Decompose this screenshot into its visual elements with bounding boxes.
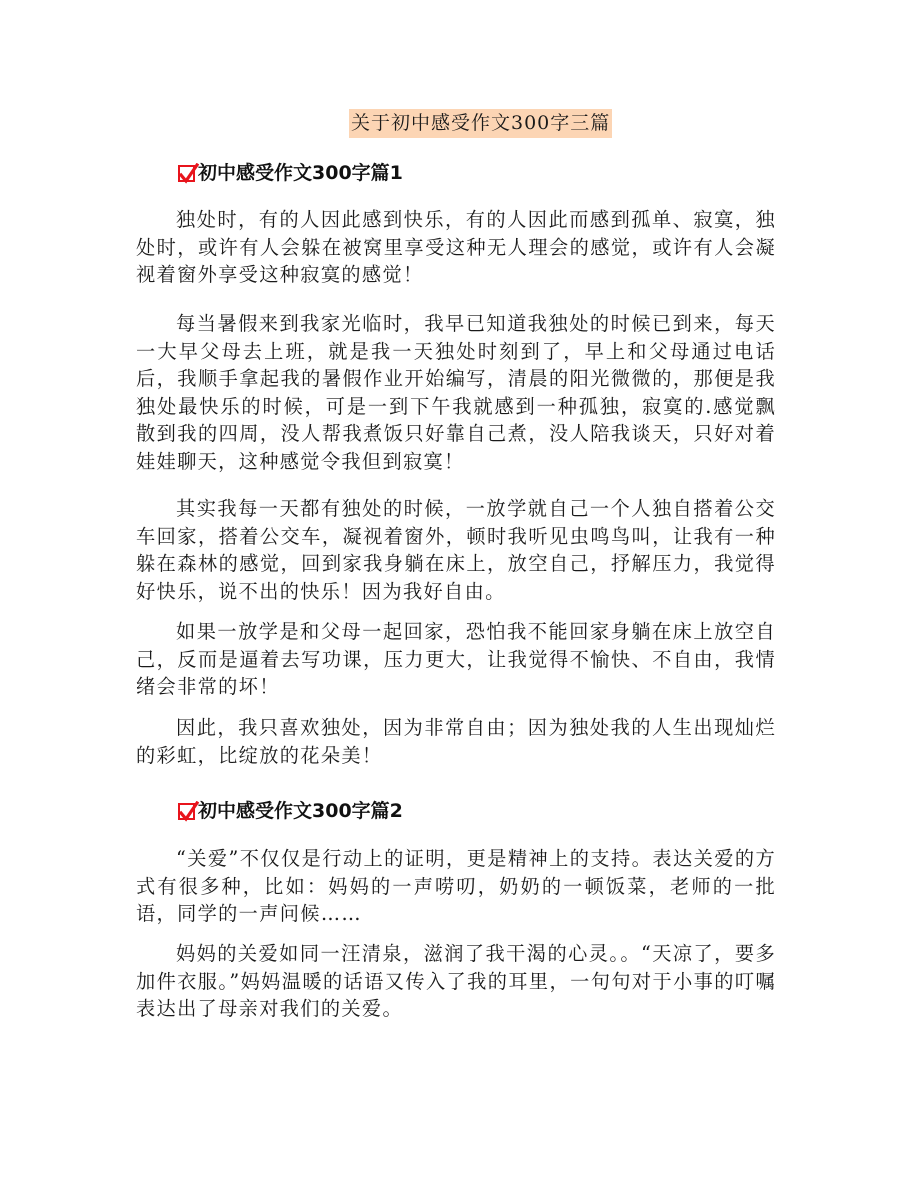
checkbox-checked-icon [178,165,195,182]
section-heading-text: 初中感受作文300字篇2 [198,800,403,822]
document-title: 关于初中感受作文300字三篇 [349,109,612,138]
paragraph: “关爱”不仅仅是行动上的证明，更是精神上的支持。表达关爱的方式有很多种，比如：妈妈的一声唠叨，奶奶的一顿饭菜，老师的一批语，同学的一声问候…… [136,847,776,925]
section-heading-1 [178,160,403,186]
checkbox-checked-icon [178,803,195,820]
section-heading-text: 初中感受作文300字篇1 [198,162,403,184]
paragraph: 因此，我只喜欢独处，因为非常自由；因为独处我的人生出现灿烂的彩虹，比绽放的花朵美！ [136,716,776,767]
paragraph: 独处时，有的人因此感到快乐，有的人因此而感到孤单、寂寞，独处时，或许有人会躲在被窝里享受这种无人理会的感觉，或许有人会凝视着窗外享受这种寂寞的感觉！ [136,208,776,286]
paragraph: 每当暑假来到我家光临时，我早已知道我独处的时候已到来，每天一大早父母去上班，就是我一天独处时刻到了，早上和父母通过电话后，我顺手拿起我的暑假作业开始编写，清晨的阳光微微的，那便是我独处最快乐的时候，可是一到下午我就感到一种孤独，寂寞的.感觉飘散到我的四周，没人帮我煮饭只好靠自己煮，没人陪我谈天，只好对着娃娃聊天，这种感觉令我但到寂寞！ [136,312,776,473]
paragraph: 妈妈的关爱如同一汪清泉，滋润了我干渴的心灵。。“天凉了，要多加件衣服。”妈妈温暖的话语又传入了我的耳里，一句句对于小事的叮嘱表达出了母亲对我们的关爱。 [136,942,776,1020]
paragraph: 如果一放学是和父母一起回家，恐怕我不能回家身躺在床上放空自己，反而是逼着去写功课，压力更大，让我觉得不愉快、不自由，我情绪会非常的坏！ [136,620,776,698]
paragraph: 其实我每一天都有独处的时候，一放学就自己一个人独自搭着公交车回家，搭着公交车，凝视着窗外，顿时我听见虫鸣鸟叫，让我有一种躲在森林的感觉，回到家我身躺在床上，放空自己，抒解压力，我觉得好快乐，说不出的快乐！因为我好自由。 [136,497,776,603]
section-heading-2 [178,798,403,824]
